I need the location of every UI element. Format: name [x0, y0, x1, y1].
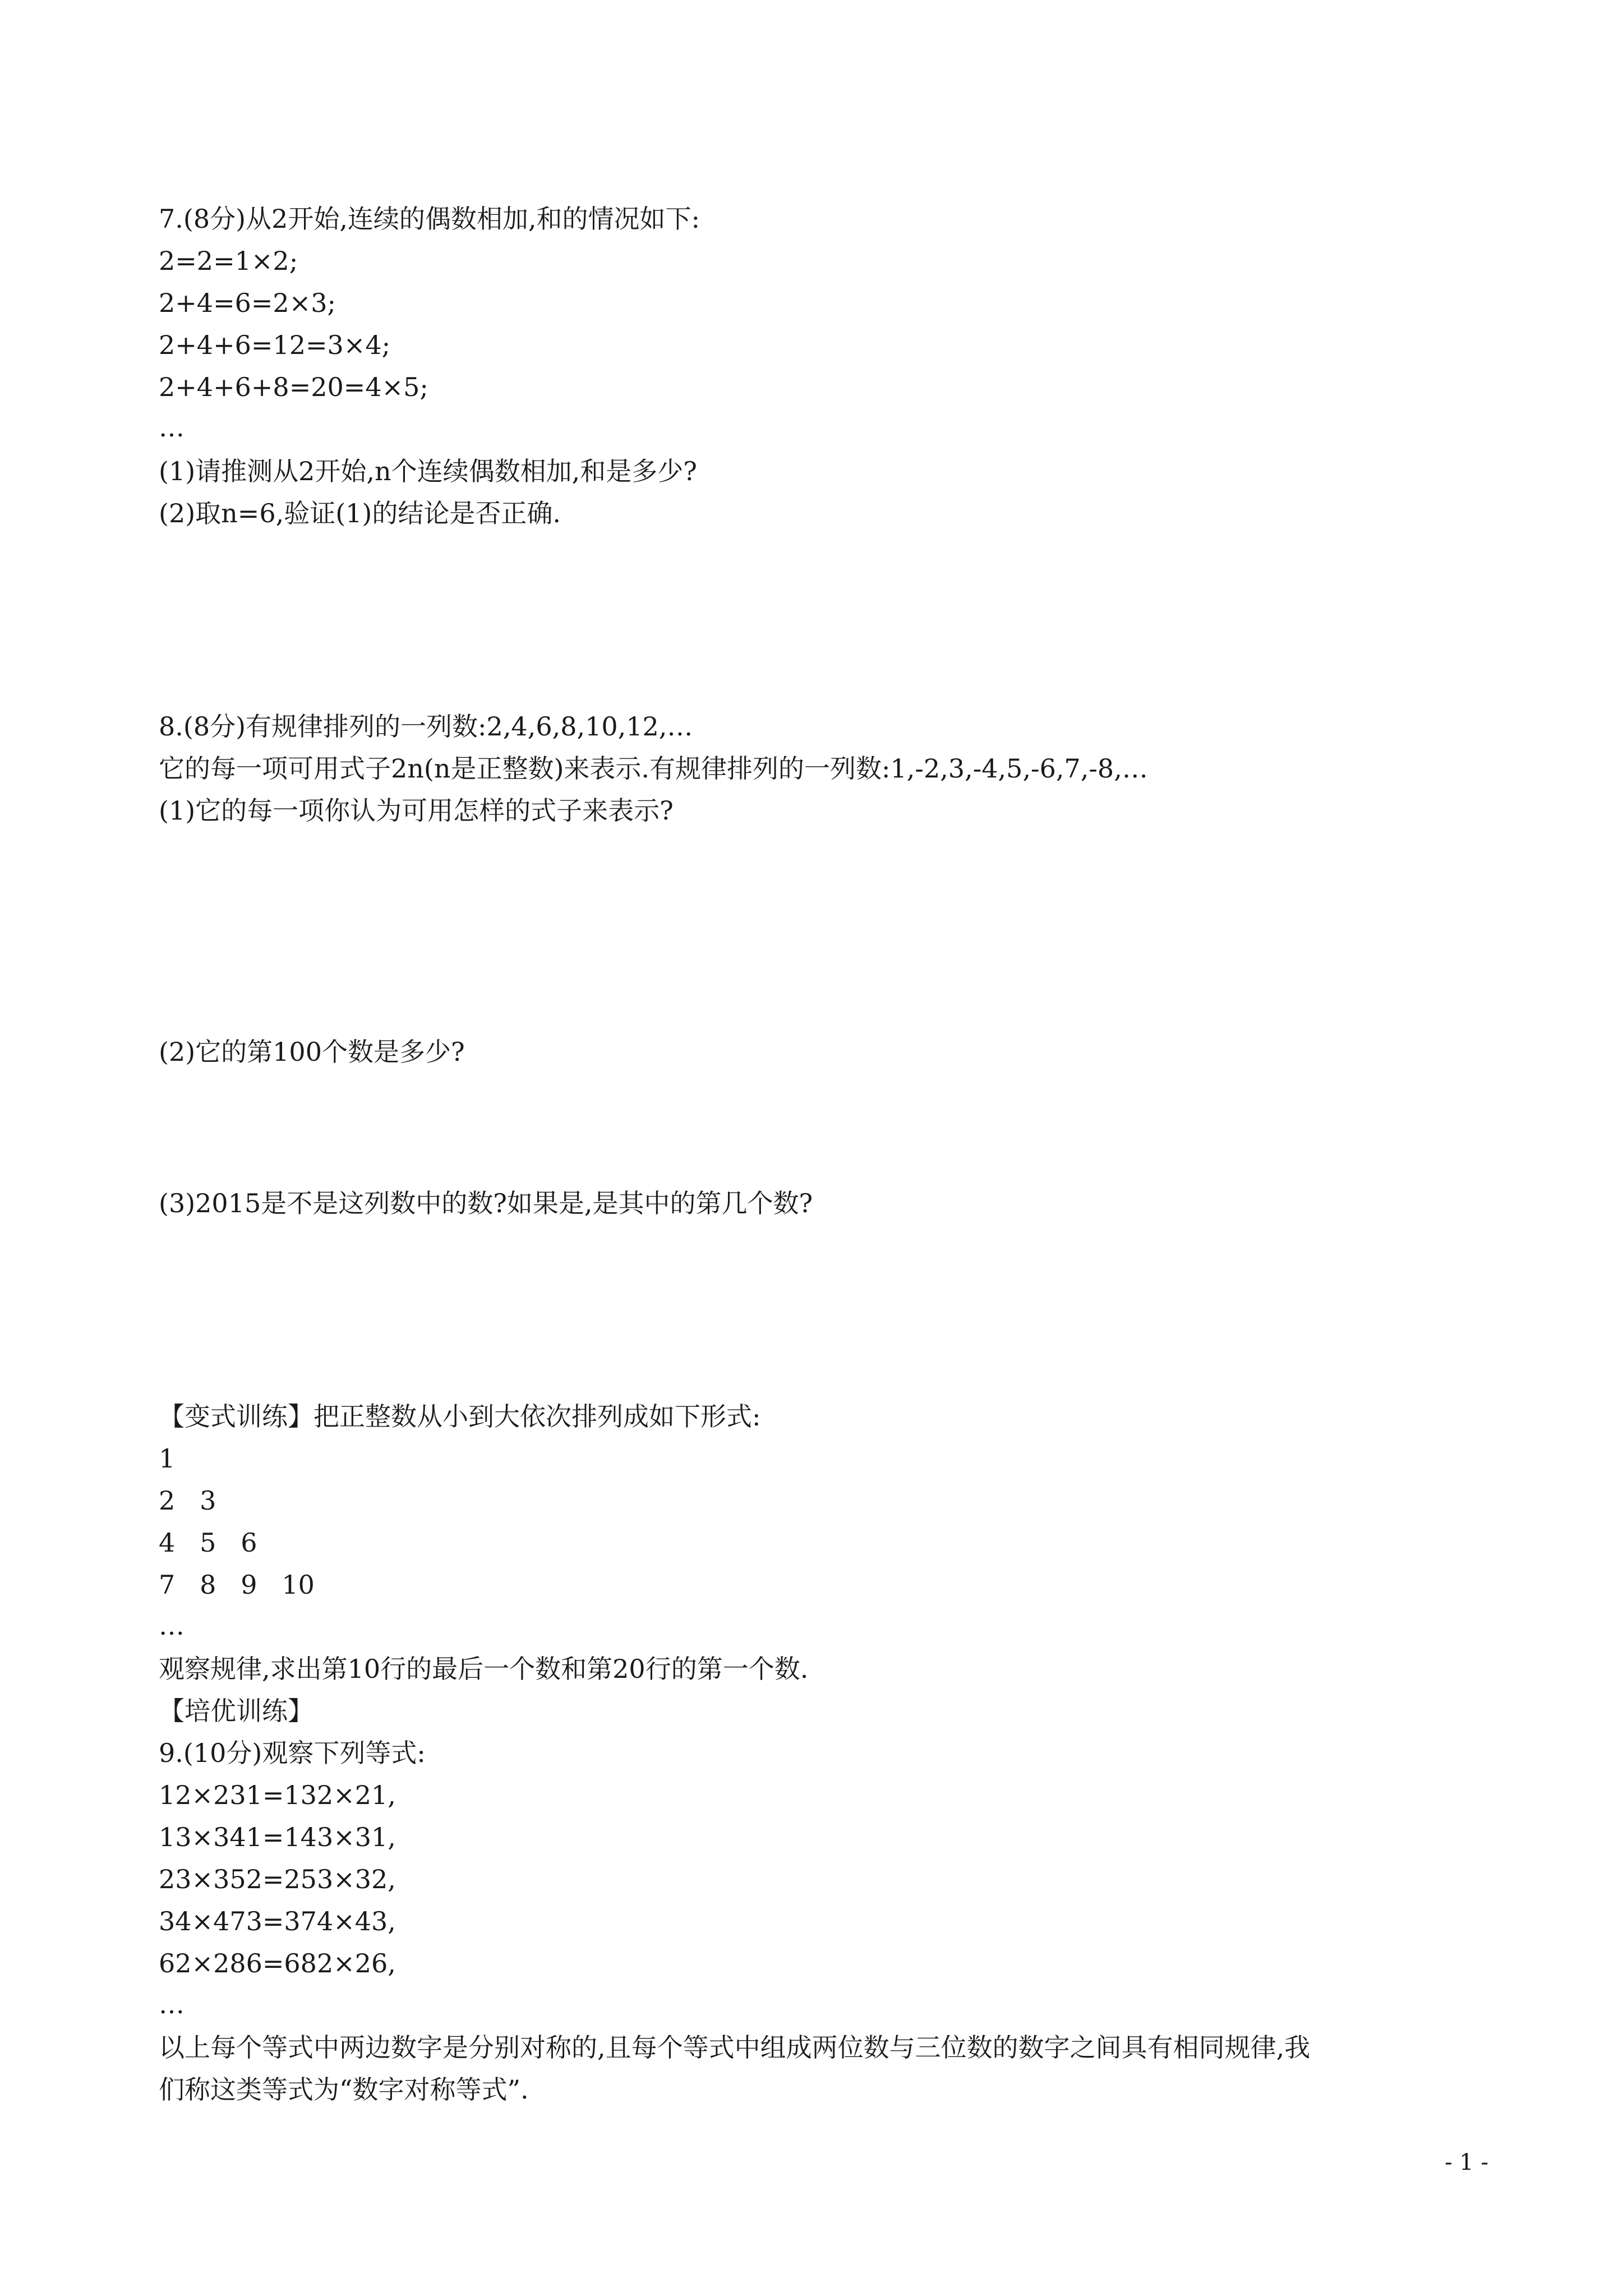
q8-description: 它的每一项可用式子2n(n是正整数)来表示.有规律排列的一列数:1,-2,3,-4,5,-6,7,-8,… [159, 753, 1148, 784]
variant-ellipsis: … [159, 1611, 185, 1641]
q7-title: 7.(8分)从2开始,连续的偶数相加,和的情况如下: [159, 204, 700, 234]
q8-title: 8.(8分)有规律排列的一列数:2,4,6,8,10,12,… [159, 711, 693, 742]
q9-equation-3: 23×352=253×32, [159, 1864, 396, 1894]
q7-part-2: (2)取n=6,验证(1)的结论是否正确. [159, 498, 561, 528]
variant-row-3: 4 5 6 [159, 1527, 257, 1558]
q9-equation-1: 12×231=132×21, [159, 1780, 396, 1810]
q7-equation-3: 2+4+6=12=3×4; [159, 330, 391, 360]
variant-row-4: 7 8 9 10 [159, 1570, 315, 1600]
q8-part-3: (3)2015是不是这列数中的数?如果是,是其中的第几个数? [159, 1188, 813, 1218]
q9-description-line-2: 们称这类等式为“数字对称等式”. [159, 2074, 529, 2105]
q8-part-1: (1)它的每一项你认为可用怎样的式子来表示? [159, 795, 674, 826]
q9-equation-2: 13×341=143×31, [159, 1822, 396, 1852]
q7-part-1: (1)请推测从2开始,n个连续偶数相加,和是多少? [159, 456, 697, 486]
q7-equation-1: 2=2=1×2; [159, 246, 298, 276]
q7-equation-2: 2+4=6=2×3; [159, 288, 336, 318]
q9-title: 9.(10分)观察下列等式: [159, 1738, 426, 1768]
q9-description-line-1: 以上每个等式中两边数字是分别对称的,且每个等式中组成两位数与三位数的数字之间具有相同规律,我 [159, 2032, 1311, 2063]
q9-ellipsis: … [159, 1989, 185, 2019]
q9-equation-5: 62×286=682×26, [159, 1948, 396, 1978]
q7-equation-4: 2+4+6+8=20=4×5; [159, 372, 428, 402]
variant-row-2: 2 3 [159, 1485, 216, 1516]
q7-ellipsis: … [159, 412, 185, 443]
variant-row-1: 1 [159, 1443, 176, 1474]
q8-part-2: (2)它的第100个数是多少? [159, 1037, 465, 1067]
variant-task: 观察规律,求出第10行的最后一个数和第20行的第一个数. [159, 1654, 809, 1684]
advanced-heading: 【培优训练】 [159, 1696, 313, 1726]
page-number: - 1 - [1445, 2150, 1488, 2175]
q9-equation-4: 34×473=374×43, [159, 1906, 396, 1936]
variant-title: 【变式训练】把正整数从小到大依次排列成如下形式: [159, 1401, 761, 1432]
